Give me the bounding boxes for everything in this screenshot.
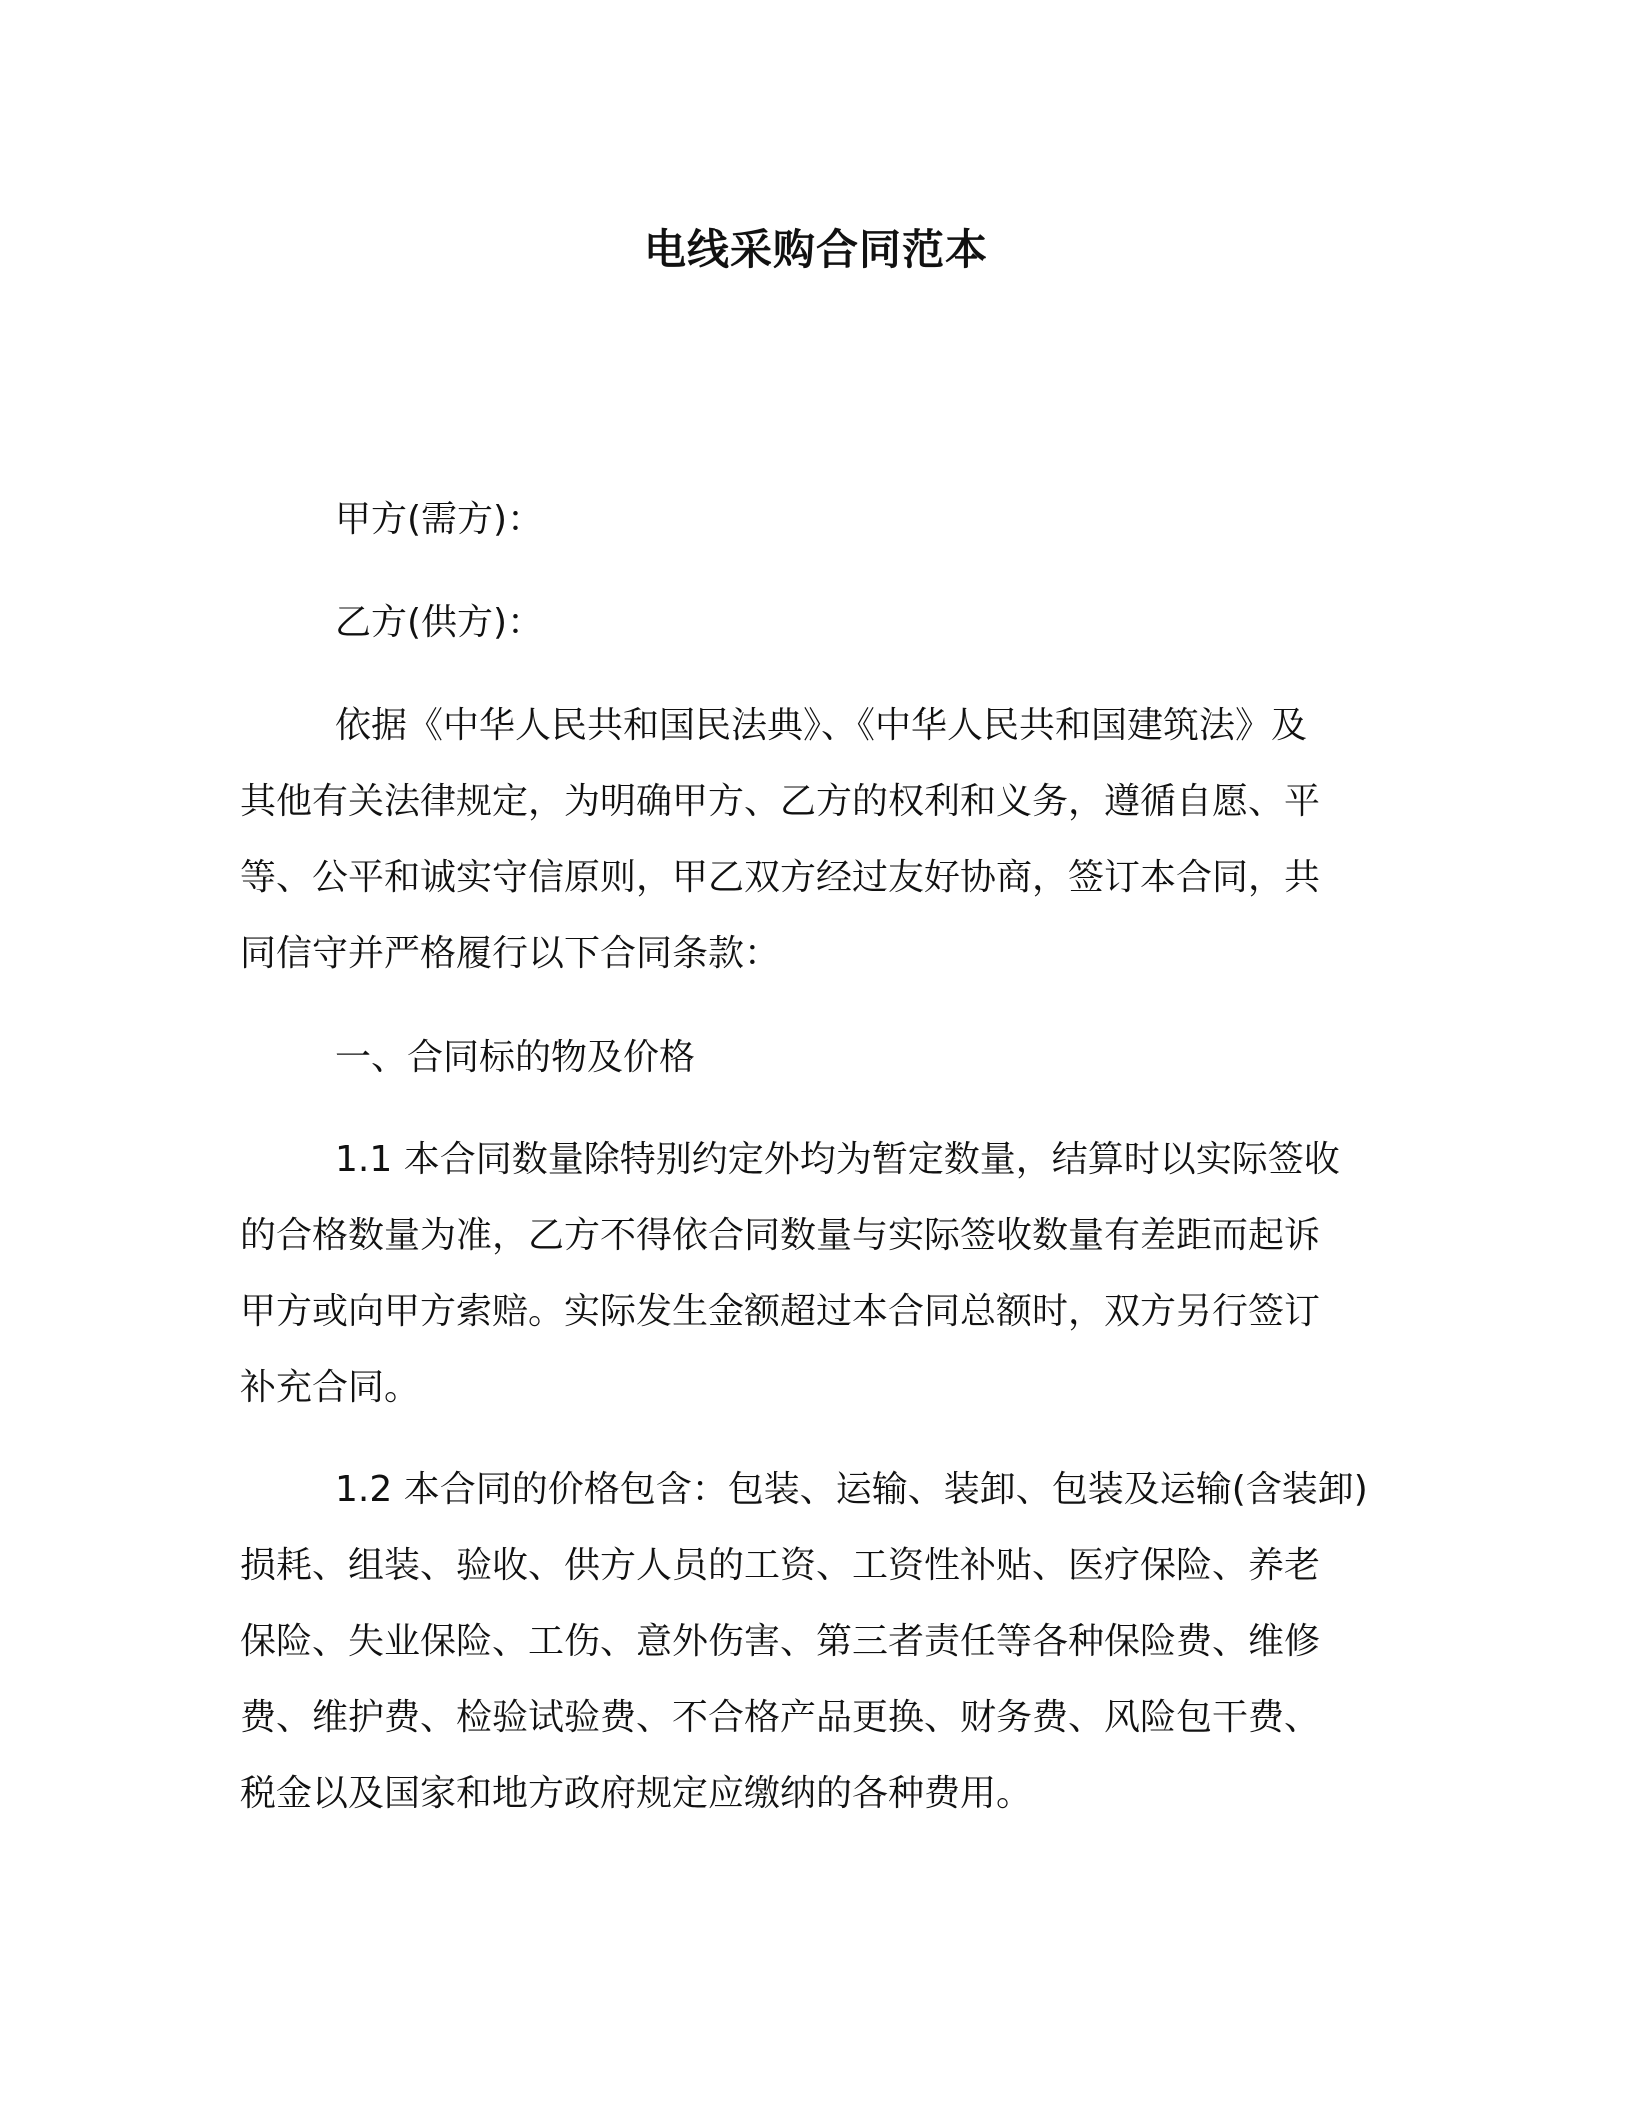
clause-1-1-line: 的合格数量为准，乙方不得依合同数量与实际签收数量有差距而起诉 (240, 1215, 1321, 1256)
section-heading: 一、合同标的物及价格 (335, 1037, 696, 1078)
preamble-line: 等、公平和诚实守信原则，甲乙双方经过友好协商，签订本合同，共 (240, 857, 1321, 898)
clause-1-1-line: 1.1 本合同数量除特别约定外均为暂定数量，结算时以实际签收 (335, 1139, 1340, 1180)
clause-1-1-line: 补充合同。 (240, 1367, 421, 1408)
clause-1-2-line: 税金以及国家和地方政府规定应缴纳的各种费用。 (240, 1773, 1033, 1814)
party-a-label: 甲方(需方)： (335, 499, 544, 540)
clause-1-2-line: 保险、失业保险、工伤、意外伤害、第三者责任等各种保险费、维修 (240, 1621, 1321, 1662)
clause-1-1-line: 甲方或向甲方索赔。实际发生金额超过本合同总额时，双方另行签订 (240, 1291, 1321, 1332)
clause-1-2-line: 损耗、组装、验收、供方人员的工资、工资性补贴、医疗保险、养老 (240, 1545, 1321, 1586)
document-title: 电线采购合同范本 (643, 225, 988, 274)
party-b-label: 乙方(供方)： (335, 602, 544, 643)
preamble-line: 同信守并严格履行以下合同条款： (240, 933, 781, 974)
preamble-line: 其他有关法律规定，为明确甲方、乙方的权利和义务，遵循自愿、平 (240, 781, 1321, 822)
preamble-line: 依据《中华人民共和国民法典》、《中华人民共和国建筑法》及 (335, 705, 1308, 746)
clause-1-2-line: 费、维护费、检验试验费、不合格产品更换、财务费、风险包干费、 (240, 1697, 1321, 1738)
clause-1-2-line: 1.2 本合同的价格包含：包装、运输、装卸、包装及运输(含装卸) (335, 1469, 1368, 1510)
